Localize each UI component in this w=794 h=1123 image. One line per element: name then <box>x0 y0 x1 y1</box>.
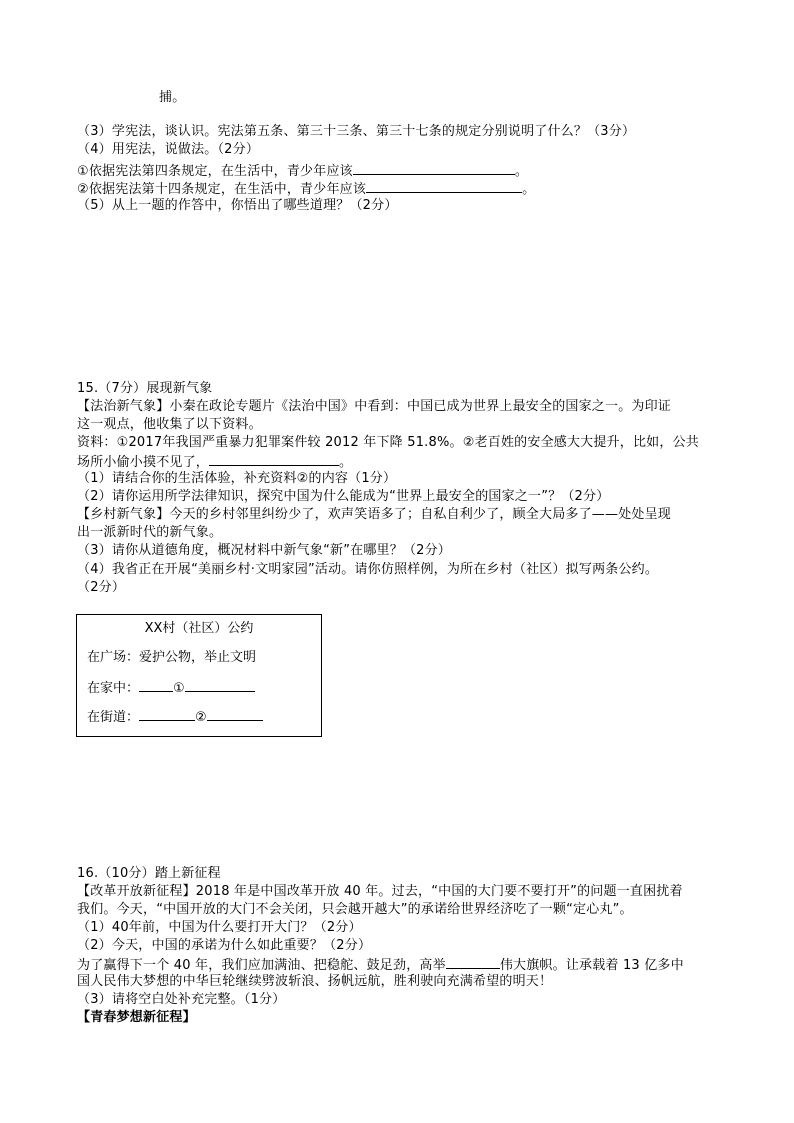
q16-para2-line2: 国人民伟大梦想的中华巨轮继续劈波斩浪、扬帆远航，胜利驶向充满希望的明天！ <box>77 974 553 989</box>
q14-tail-text: 捕。 <box>159 90 186 105</box>
q15-data-line2 <box>77 452 717 472</box>
q15-para2-line2: 出一派新时代的新气象。 <box>77 525 223 540</box>
q14-4-1-end: 。 <box>514 164 529 179</box>
q16-3-question: （3）请将空白处补充完整。（1分） <box>77 992 286 1007</box>
q14-4-question: （4）用宪法，说做法。（2分） <box>77 142 260 157</box>
village-convention-title: XX村（社区）公约 <box>144 621 254 636</box>
q15-1-question: （1）请结合你的生活体验，补充资料②的内容（1分） <box>77 471 397 486</box>
q15-data-line2-end: 。 <box>339 455 353 470</box>
q15-data-blank[interactable] <box>209 452 339 466</box>
convention-row-home <box>87 678 255 698</box>
q15-data-line1: 资料：①2017年我国严重暴力犯罪案件较 2012 年下降 51.8%。②老百姓的安全感大大提升，比如，公共 <box>77 435 699 450</box>
convention-street-label: 在街道： <box>87 710 140 725</box>
q14-4-1-blank[interactable] <box>353 161 515 175</box>
q15-data-line2-text: 场所小偷小摸不见了， <box>77 455 210 470</box>
convention-street-mark: ② <box>195 710 207 725</box>
q14-5-question: （5）从上一题的作答中，你悟出了哪些道理？（2分） <box>77 198 398 213</box>
q16-para2-text-b: 伟大旗帜。让承载着 13 亿多中 <box>499 958 684 973</box>
q15-3-question: （3）请你从道德角度，概况材料中新气象“新”在哪里？（2分） <box>77 543 452 558</box>
q15-para2-line1: 【乡村新气象】今天的乡村邻里纠纷少了，欢声笑语多了；自私自利少了，顾全大局多了——处处呈现 <box>77 507 672 522</box>
q16-para2-text-a: 为了赢得下一个 40 年，我们应加满油、把稳舵、鼓足劲，高举 <box>77 958 446 973</box>
convention-street-blank-left[interactable] <box>139 707 195 721</box>
convention-street-blank-right[interactable] <box>207 707 263 721</box>
q15-title: 15.（7分）展现新气象 <box>77 381 213 396</box>
convention-row-square: 在广场：爱护公物，举止文明 <box>87 650 257 665</box>
q16-para1-line1: 【改革开放新征程】2018 年是中国改革开放 40 年。过去，“中国的大门要不要打开”的问题一直困扰着 <box>77 884 683 899</box>
q16-1-question: （1）40年前，中国为什么要打开大门？（2分） <box>77 920 362 935</box>
q14-3-question: （3）学宪法，谈认识。宪法第五条、第三十三条、第三十七条的规定分别说明了什么？（3分） <box>77 124 636 139</box>
convention-home-label: 在家中： <box>87 681 140 696</box>
convention-row-street <box>87 707 263 727</box>
q15-para1-line2: 这一观点，他收集了以下资料。 <box>77 417 262 432</box>
q14-4-2-text: ②依据宪法第十四条规定，在生活中，青少年应该 <box>77 182 367 197</box>
q16-para1-line2: 我们。今天，“中国开放的大门不会关闭，只会越开越大”的承诺给世界经济吃了一颗“定心丸”。 <box>77 902 633 917</box>
q14-4-2-blank[interactable] <box>366 179 522 193</box>
q16-heading-youth: 【青春梦想新征程】 <box>77 1010 196 1025</box>
q14-4-1-line <box>77 161 717 181</box>
convention-home-blank-right[interactable] <box>185 678 255 692</box>
q16-para2-line1 <box>77 955 717 975</box>
village-convention-box <box>76 614 322 737</box>
q16-para2-blank[interactable] <box>446 955 500 969</box>
q16-title: 16.（10分）踏上新征程 <box>77 866 221 881</box>
q14-4-2-line <box>77 179 717 199</box>
q15-para1-line1: 【法治新气象】小秦在政论专题片《法治中国》中看到：中国已成为世界上最安全的国家之一。为印证 <box>77 399 672 414</box>
convention-home-mark: ① <box>173 681 185 696</box>
q14-4-1-text: ①依据宪法第四条规定，在生活中，青少年应该 <box>77 164 353 179</box>
q15-4-question-line1: （4）我省正在开展“美丽乡村·文明家园”活动。请你仿照样例，为所在乡村（社区）拟写两条公约。 <box>77 562 659 577</box>
q15-2-question: （2）请你运用所学法律知识，探究中国为什么能成为“世界上最安全的国家之一”？（2分） <box>77 489 610 504</box>
q14-4-2-end: 。 <box>522 182 536 197</box>
q15-4-question-line2: （2分） <box>77 580 126 595</box>
q16-2-question: （2）今天，中国的承诺为什么如此重要？（2分） <box>77 938 372 953</box>
convention-home-blank-left[interactable] <box>139 678 173 692</box>
